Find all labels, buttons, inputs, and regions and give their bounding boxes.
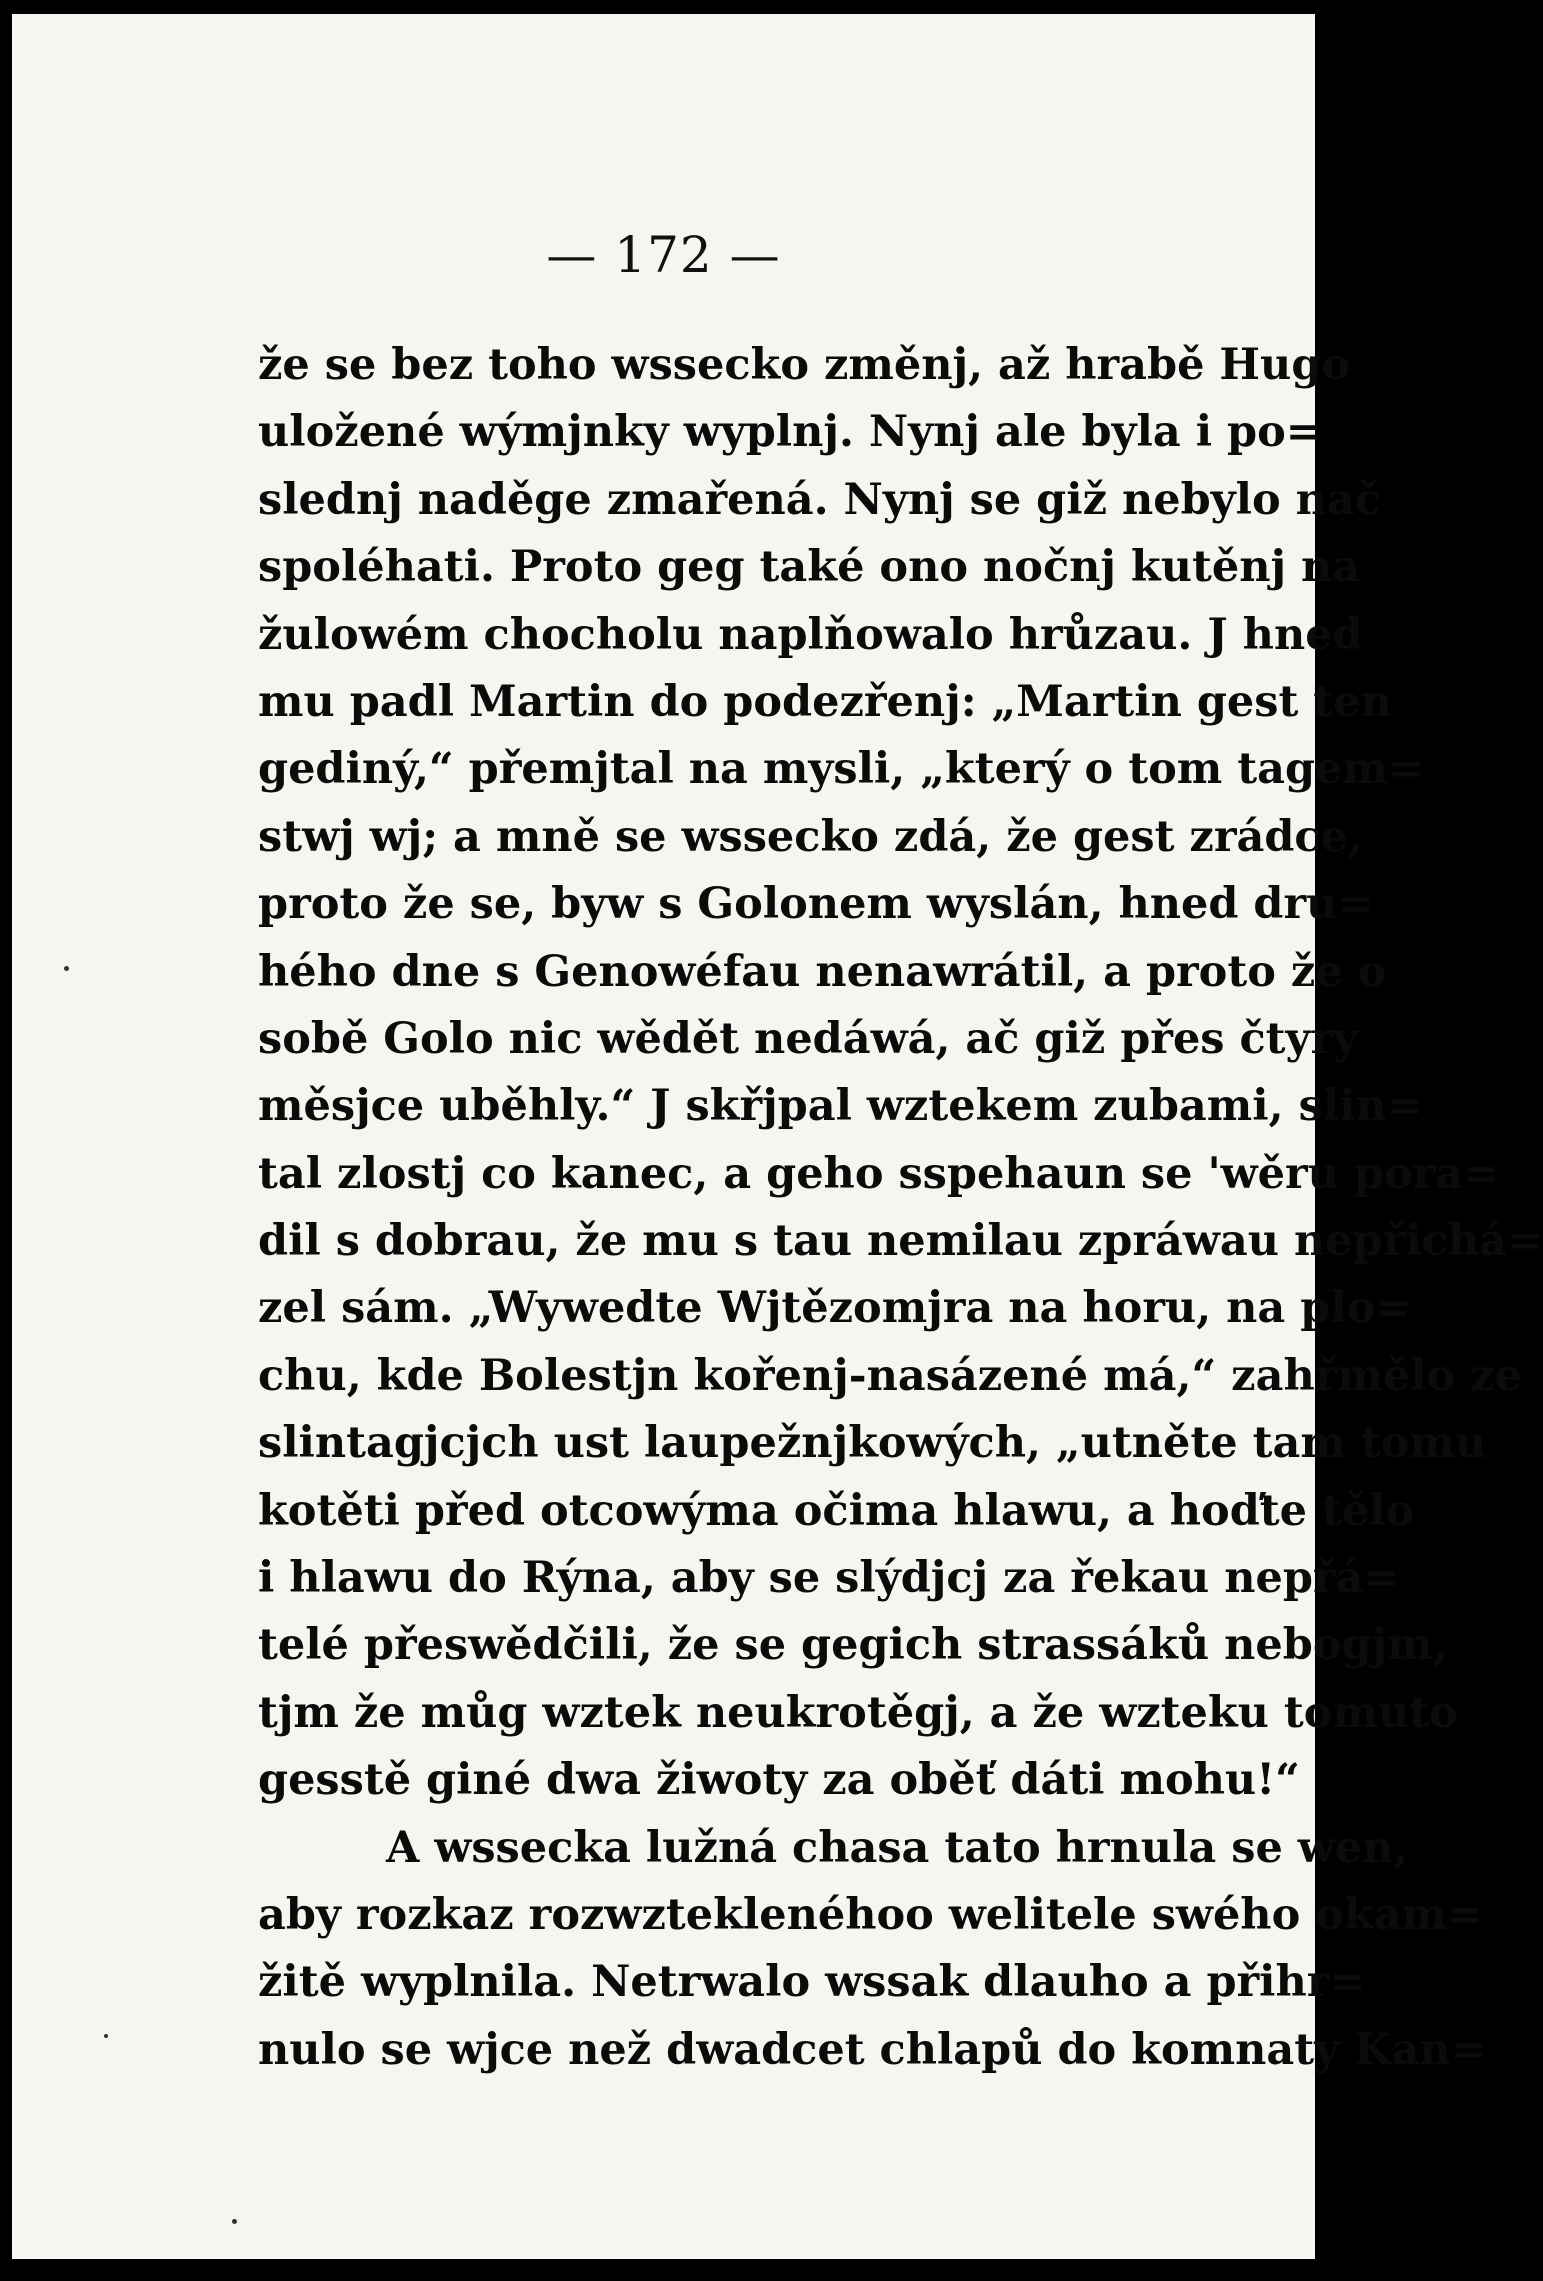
text-line: hého dne s Genowéfau nenawrátil, a proto že o: [258, 946, 1387, 997]
text-line: chu, kde Bolestjn kořenj-nasázené má,“ zahřmělo ze: [258, 1350, 1522, 1401]
text-line: slintagjcjch ust laupežnjkowých, „utněte tam tomu: [258, 1418, 1487, 1469]
text-line: i hlawu do Rýna, aby se slýdjcj za řekau nepřá=: [258, 1553, 1400, 1604]
text-line: spoléhati. Proto geg také ono nočnj kutěnj na: [258, 542, 1361, 593]
text-line: sobě Golo nic wědět nedáwá, ač giž přes čtyry: [258, 1013, 1359, 1064]
text-line: že se bez toho wssecko změnj, až hrabě Hugo: [258, 340, 1351, 390]
text-line: gesstě giné dwa žiwoty za oběť dáti mohu!“: [258, 1755, 1300, 1806]
book-page: [12, 14, 1543, 2259]
text-line: žitě wyplnila. Netrwalo wssak dlauho a přihr=: [258, 1957, 1366, 2008]
text-line: uložené wýmjnky wyplnj. Nynj ale byla i po=: [258, 407, 1322, 458]
paper-speck: [232, 2219, 237, 2224]
page-body-text: [258, 332, 1543, 2084]
text-line: aby rozkaz rozwzteklenéhoo welitele swého okam=: [258, 1889, 1484, 1940]
text-line: nulo se wjce než dwadcet chlapů do komnaty Kan=: [258, 2024, 1487, 2075]
paper-speck: [64, 966, 69, 971]
text-line: proto že se, byw s Golonem wyslán, hned dru=: [258, 879, 1374, 930]
text-line: mu padl Martin do podezřenj: „Martin gest ten: [258, 676, 1392, 727]
text-line: tal zlostj co kanec, a geho sspehaun se 'wěru pora=: [258, 1148, 1500, 1199]
text-line: A wssecka lužná chasa tato hrnula se wen,: [386, 1822, 1409, 1873]
text-line: slednj naděge zmařená. Nynj se giž nebylo nač: [258, 474, 1381, 525]
text-line: telé přeswědčili, že se gegich strassáků nebogjm,: [258, 1620, 1448, 1671]
paper-speck: [104, 2034, 108, 2038]
text-line: stwj wj; a mně se wssecko zdá, že gest zrádce,: [258, 811, 1363, 862]
text-line: kotěti před otcowýma očima hlawu, a hoďte tělo: [258, 1485, 1415, 1536]
text-line: žulowém chocholu naplňowalo hrůzau. J hned: [258, 609, 1363, 660]
text-line: zel sám. „Wywedte Wjtězomjra na horu, na plo=: [258, 1283, 1412, 1334]
text-line: gediný,“ přemjtal na mysli, „který o tom tagem=: [258, 744, 1424, 795]
text-line: tjm že můg wztek neukrotěgj, a že wzteku tomuto: [258, 1687, 1458, 1738]
page-number: — 172 —: [546, 226, 781, 284]
text-line: měsjce uběhly.“ J skřjpal wztekem zubami, slin=: [258, 1081, 1423, 1132]
text-line: dil s dobrau, že mu s tau nemilau zpráwau nepřichá=: [258, 1216, 1543, 1267]
